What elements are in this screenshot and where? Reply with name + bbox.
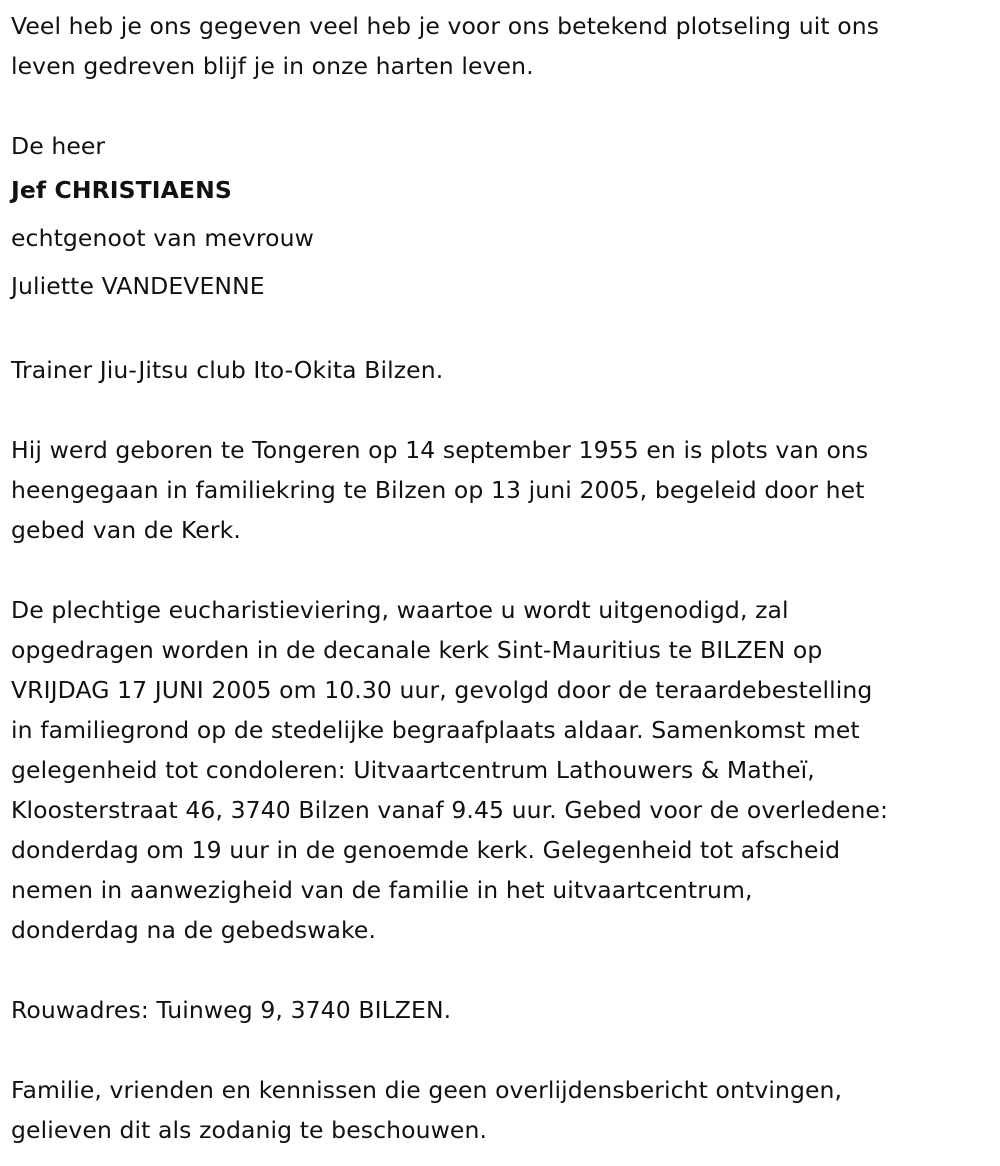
closing-paragraph: [11, 1070, 986, 1150]
deceased-name-block: [11, 126, 986, 310]
intro-line: Veel heb je ons gegeven veel heb je voor ons betekend plotseling uit ons: [11, 12, 880, 40]
paragraph-line: gelieven dit als zodanig te beschouwen.: [11, 1116, 488, 1144]
deceased-name: Jef CHRISTIAENS: [11, 176, 232, 204]
paragraph-line: Hij werd geboren te Tongeren op 14 september 1955 en is plots van ons: [11, 436, 869, 464]
paragraph-line: gebed van de Kerk.: [11, 516, 241, 544]
birth-death-paragraph: [11, 430, 986, 550]
paragraph-line: gelegenheid tot condoleren: Uitvaartcentrum Lathouwers & Matheï,: [11, 756, 815, 784]
intro-verse: [11, 6, 986, 86]
paragraph-line: Kloosterstraat 46, 3740 Bilzen vanaf 9.45 uur. Gebed voor de overledene:: [11, 796, 889, 824]
salutation: De heer: [11, 132, 106, 160]
intro-line: leven gedreven blijf je in onze harten leven.: [11, 52, 534, 80]
spouse-name: Juliette VANDEVENNE: [11, 272, 265, 300]
paragraph-line: in familiegrond op de stedelijke begraafplaats aldaar. Samenkomst met: [11, 716, 860, 744]
paragraph-line: donderdag na de gebedswake.: [11, 916, 377, 944]
mourning-address: Rouwadres: Tuinweg 9, 3740 BILZEN.: [11, 996, 452, 1024]
paragraph-line: VRIJDAG 17 JUNI 2005 om 10.30 uur, gevolgd door de teraardebestelling: [11, 676, 873, 704]
spacer: [11, 1030, 986, 1070]
paragraph-line: nemen in aanwezigheid van de familie in het uitvaartcentrum,: [11, 876, 753, 904]
paragraph-line: Familie, vrienden en kennissen die geen overlijdensbericht ontvingen,: [11, 1076, 843, 1104]
spacer: [11, 86, 986, 126]
paragraph-line: De plechtige eucharistieviering, waartoe u wordt uitgenodigd, zal: [11, 596, 789, 624]
spacer: [11, 390, 986, 430]
spacer: [11, 310, 986, 350]
paragraph-line: donderdag om 19 uur in de genoemde kerk. Gelegenheid tot afscheid: [11, 836, 841, 864]
paragraph-line: opgedragen worden in de decanale kerk Sint-Mauritius te BILZEN op: [11, 636, 823, 664]
obituary-document: [11, 6, 986, 1150]
spouse-label: echtgenoot van mevrouw: [11, 224, 314, 252]
trainer-line: Trainer Jiu-Jitsu club Ito-Okita Bilzen.: [11, 356, 444, 384]
spacer: [11, 950, 986, 990]
paragraph-line: heengegaan in familiekring te Bilzen op 13 juni 2005, begeleid door het: [11, 476, 865, 504]
spacer: [11, 550, 986, 590]
ceremony-paragraph: [11, 590, 986, 950]
